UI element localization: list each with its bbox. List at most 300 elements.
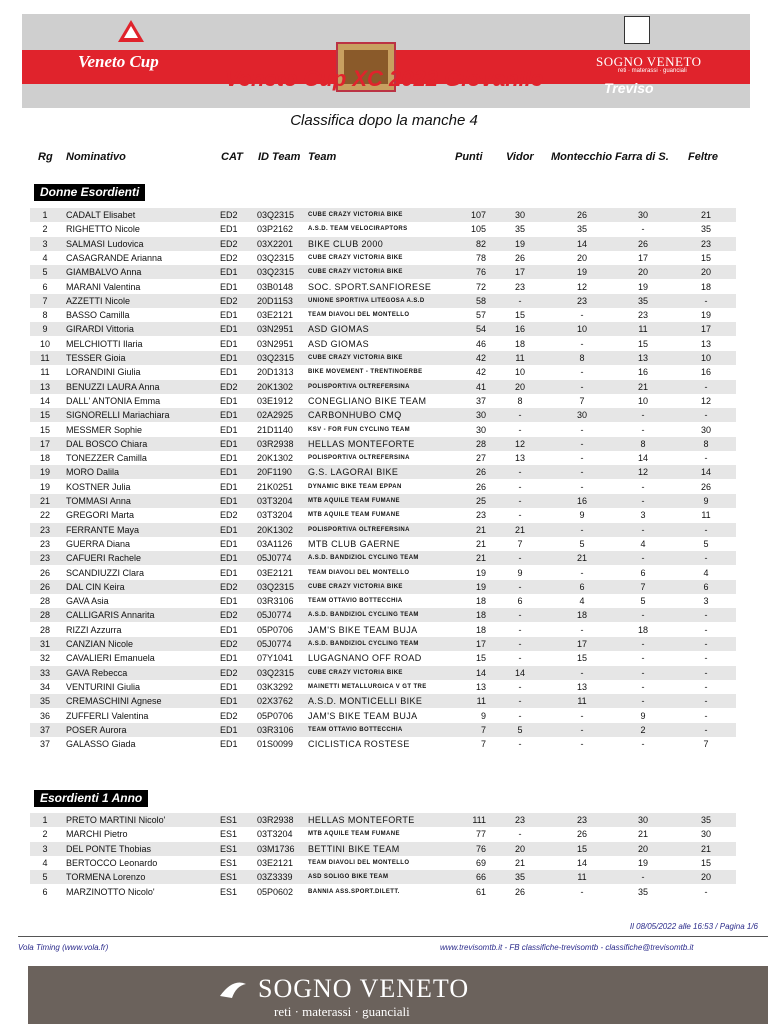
category-cell: ED1 — [220, 481, 238, 492]
name-cell: GIAMBALVO Anna — [66, 267, 142, 278]
table-row — [30, 423, 736, 437]
name-cell: POSER Aurora — [66, 724, 127, 735]
table-row — [30, 680, 736, 694]
points-cell: 30 — [475, 410, 486, 421]
points-cell: 21 — [475, 538, 486, 549]
vidor-cell: 14 — [514, 667, 525, 678]
category-cell: ED1 — [220, 453, 238, 464]
team-cell: TEAM DIAVOLI DEL MONTELLO — [308, 569, 410, 576]
points-cell: 42 — [475, 353, 486, 363]
montecchio-cell: - — [580, 739, 584, 750]
team-id-cell: 20K1302 — [257, 381, 294, 392]
name-cell: LORANDINI Giulia — [66, 367, 141, 378]
rank-cell: 15 — [39, 424, 50, 435]
category-cell: ED1 — [220, 467, 238, 478]
montecchio-cell: - — [580, 710, 584, 721]
team-id-cell: 03E2121 — [257, 567, 294, 578]
col-feltre: Feltre — [688, 151, 718, 163]
team-id-cell: 20D1153 — [257, 295, 293, 306]
feltre-cell: - — [704, 410, 708, 421]
montecchio-cell: 23 — [576, 815, 587, 825]
team-cell: ASD GIOMAS — [308, 338, 370, 349]
table-row — [30, 623, 736, 637]
category-cell: ED2 — [220, 710, 238, 721]
farra-cell: 30 — [637, 815, 648, 825]
category-cell: ED2 — [220, 210, 238, 220]
farra-cell: 2 — [640, 724, 646, 735]
montecchio-cell: - — [580, 667, 584, 678]
name-cell: GAVA Rebecca — [66, 667, 128, 678]
team-id-cell: 05J0774 — [257, 610, 292, 621]
page-info: Il 08/05/2022 alle 16:53 / Pagina 1/6 — [629, 922, 758, 931]
table-row — [30, 651, 736, 665]
category-cell: ES1 — [220, 829, 238, 840]
montecchio-cell: 11 — [577, 872, 587, 883]
team-id-cell: 05P0602 — [257, 886, 294, 897]
farra-cell: - — [641, 424, 645, 435]
team-cell: HELLAS MONTEFORTE — [308, 815, 415, 825]
feltre-cell: 15 — [700, 857, 711, 868]
name-cell: TORMENA Lorenzo — [66, 872, 146, 883]
category-cell: ED1 — [220, 224, 238, 235]
vidor-cell: - — [518, 739, 522, 750]
farra-cell: - — [641, 481, 645, 492]
page-title: Veneto Cup XC 2022 Giovanile — [224, 66, 544, 91]
montecchio-cell: - — [580, 310, 584, 321]
montecchio-cell: 30 — [576, 410, 587, 421]
category-cell: ED1 — [220, 424, 238, 435]
points-cell: 69 — [475, 857, 486, 868]
points-cell: 19 — [475, 567, 486, 578]
montecchio-cell: 5 — [579, 538, 585, 549]
rank-cell: 18 — [39, 453, 50, 464]
name-cell: MORO Dalila — [66, 467, 120, 478]
table-row — [30, 408, 736, 422]
points-cell: 30 — [475, 424, 486, 435]
vidor-cell: 6 — [517, 596, 523, 607]
team-id-cell: 03T3204 — [257, 829, 293, 840]
table-row — [30, 594, 736, 608]
category-cell: ED2 — [220, 295, 238, 306]
rank-cell: 35 — [39, 696, 50, 707]
name-cell: GUERRA Diana — [66, 538, 131, 549]
team-id-cell: 05J0774 — [257, 639, 292, 649]
points-cell: 18 — [475, 610, 486, 621]
name-cell: SCANDIUZZI Clara — [66, 567, 145, 578]
category-cell: ED1 — [220, 596, 238, 607]
team-cell: HELLAS MONTEFORTE — [308, 438, 415, 449]
team-cell: SOC. SPORT.SANFIORESE — [308, 281, 432, 292]
vidor-cell: 23 — [514, 281, 525, 292]
name-cell: BERTOCCO Leonardo — [66, 857, 158, 868]
team-id-cell: 21D1140 — [257, 424, 293, 435]
team-id-cell: 03E2121 — [257, 857, 294, 868]
category-cell: ED1 — [220, 567, 238, 578]
montecchio-cell: 15 — [576, 843, 587, 854]
vidor-cell: 18 — [514, 338, 525, 349]
rank-cell: 37 — [39, 739, 50, 750]
team-cell: G.S. LAGORAI BIKE — [308, 467, 399, 478]
team-id-cell: 02X3762 — [257, 696, 294, 707]
col-vidor: Vidor — [506, 151, 534, 163]
team-id-cell: 21K0251 — [257, 481, 294, 492]
category-cell: ED1 — [220, 524, 238, 535]
vidor-cell: - — [518, 510, 522, 521]
bottom-banner-tag: reti · materassi · guanciali — [274, 1004, 410, 1019]
col-montecchio: Montecchio — [551, 151, 613, 163]
name-cell: MELCHIOTTI Ilaria — [66, 338, 143, 349]
rank-cell: 23 — [39, 538, 50, 549]
montecchio-cell: 12 — [576, 281, 587, 292]
montecchio-cell: 8 — [579, 353, 585, 363]
points-cell: 7 — [480, 739, 486, 750]
farra-cell: 21 — [637, 829, 648, 840]
team-id-cell: 03R3106 — [257, 596, 294, 607]
team-id-cell: 03B0148 — [257, 281, 294, 292]
montecchio-cell: 20 — [576, 252, 587, 263]
vidor-cell: - — [518, 481, 522, 492]
rank-cell: 21 — [39, 496, 50, 506]
category-cell: ED1 — [220, 324, 238, 335]
vidor-cell: 12 — [514, 438, 525, 449]
points-cell: 27 — [475, 453, 486, 464]
category-cell: ES1 — [220, 886, 238, 897]
table-row — [30, 437, 736, 451]
farra-cell: 10 — [637, 395, 648, 406]
team-id-cell: 03T3204 — [257, 510, 293, 521]
team-id-cell: 05J0774 — [257, 553, 292, 564]
montecchio-cell: - — [580, 338, 584, 349]
rank-cell: 19 — [39, 481, 50, 492]
feltre-cell: 21 — [700, 843, 711, 854]
table-row — [30, 508, 736, 522]
name-cell: CREMASCHINI Agnese — [66, 696, 162, 707]
name-cell: SALMASI Ludovica — [66, 238, 144, 249]
farra-cell: - — [641, 653, 645, 664]
rank-cell: 3 — [42, 843, 48, 854]
table-row — [30, 537, 736, 551]
montecchio-cell: - — [580, 381, 584, 392]
farra-cell: - — [641, 872, 645, 883]
vidor-cell: 26 — [514, 252, 525, 263]
montecchio-cell: 26 — [576, 210, 587, 220]
montecchio-cell: - — [580, 453, 584, 464]
feltre-cell: 8 — [703, 438, 709, 449]
team-cell: POLISPORTIVA OLTREFERSINA — [308, 383, 410, 390]
points-cell: 77 — [475, 829, 486, 840]
table-row — [30, 308, 736, 322]
feltre-cell: 30 — [700, 829, 711, 840]
points-cell: 19 — [475, 581, 486, 592]
rank-cell: 13 — [39, 381, 50, 392]
montecchio-cell: - — [580, 567, 584, 578]
rank-cell: 6 — [42, 281, 48, 292]
montecchio-cell: 4 — [579, 596, 585, 607]
team-cell: A.S.D. MONTICELLI BIKE — [308, 696, 423, 707]
team-id-cell: 03X2201 — [257, 238, 294, 249]
farra-cell: 9 — [640, 710, 646, 721]
points-cell: 7 — [480, 724, 486, 735]
vidor-cell: 23 — [514, 815, 525, 825]
farra-cell: 6 — [640, 567, 646, 578]
feltre-cell: - — [704, 653, 708, 664]
vidor-cell: 20 — [514, 381, 525, 392]
name-cell: DAL CIN Keira — [66, 581, 125, 592]
team-id-cell: 05P0706 — [257, 624, 294, 635]
table-row — [30, 280, 736, 294]
name-cell: ZUFFERLI Valentina — [66, 710, 149, 721]
team-cell: POLISPORTIVA OLTREFERSINA — [308, 526, 410, 533]
points-cell: 76 — [475, 267, 486, 278]
table-row — [30, 337, 736, 351]
category-cell: ED1 — [220, 267, 238, 278]
name-cell: BASSO Camilla — [66, 310, 130, 321]
col-rg: Rg — [38, 151, 53, 163]
montecchio-cell: 26 — [576, 829, 587, 840]
points-cell: 18 — [475, 596, 486, 607]
category-cell: ED2 — [220, 252, 238, 263]
team-id-cell: 03R2938 — [257, 438, 294, 449]
points-cell: 107 — [470, 210, 486, 220]
team-cell: A.S.D. BANDIZIOL CYCLING TEAM — [308, 641, 419, 647]
name-cell: PRETO MARTINI Nicolo' — [66, 815, 166, 825]
rank-cell: 32 — [39, 653, 50, 664]
category-cell: ED2 — [220, 639, 238, 649]
team-cell: TEAM OTTAVIO BOTTECCHIA — [308, 598, 403, 605]
checkered-emblem-icon — [624, 16, 650, 44]
vidor-cell: - — [518, 553, 522, 564]
table-row — [30, 637, 736, 651]
table-row — [30, 885, 736, 899]
team-cell: MAINETTI METALLURGICA V GT TRE — [308, 683, 427, 690]
vidor-cell: - — [518, 424, 522, 435]
farra-cell: - — [641, 739, 645, 750]
team-cell: CUBE CRAZY VICTORIA BIKE — [308, 583, 403, 590]
name-cell: CAVALIERI Emanuela — [66, 653, 155, 664]
category-cell: ED2 — [220, 381, 238, 392]
points-cell: 111 — [472, 815, 486, 825]
col-id-team: ID Team — [258, 151, 301, 163]
category-cell: ED1 — [220, 353, 238, 363]
montecchio-cell: 14 — [576, 857, 587, 868]
rank-cell: 11 — [40, 367, 50, 378]
bottom-banner-brand: SOGNO VENETO — [258, 974, 470, 1003]
category-cell: ED1 — [220, 367, 238, 378]
sogno-veneto-logo-icon — [218, 976, 248, 1006]
team-cell: TEAM OTTAVIO BOTTECCHIA — [308, 726, 403, 733]
points-cell: 9 — [480, 710, 486, 721]
team-cell: CUBE CRAZY VICTORIA BIKE — [308, 269, 403, 276]
table-row — [30, 580, 736, 594]
name-cell: RIGHETTO Nicole — [66, 224, 140, 235]
team-cell: KSV - FOR FUN CYCLING TEAM — [308, 426, 411, 433]
points-cell: 78 — [475, 252, 486, 263]
name-cell: DEL PONTE Thobias — [66, 843, 152, 854]
rank-cell: 28 — [39, 596, 50, 607]
table-row — [30, 380, 736, 394]
points-cell: 21 — [475, 524, 486, 535]
rank-cell: 23 — [39, 553, 50, 564]
name-cell: BENUZZI LAURA Anna — [66, 381, 160, 392]
feltre-cell: - — [704, 639, 708, 649]
vidor-cell: - — [518, 624, 522, 635]
farra-cell: 20 — [637, 843, 648, 854]
team-id-cell: 20D1313 — [257, 367, 294, 378]
team-cell: CONEGLIANO BIKE TEAM — [308, 395, 427, 406]
farra-cell: - — [641, 610, 645, 621]
feltre-cell: 19 — [700, 310, 711, 321]
farra-cell: - — [641, 553, 645, 564]
vidor-cell: 9 — [517, 567, 523, 578]
vidor-cell: 35 — [514, 224, 525, 235]
team-cell: MTB AQUILE TEAM FUMANE — [308, 831, 400, 838]
veneto-cup-logo-text: Veneto Cup — [78, 52, 159, 71]
team-cell: POLISPORTIVA OLTREFERSINA — [308, 455, 410, 462]
rank-cell: 17 — [39, 438, 50, 449]
table-row — [30, 394, 736, 408]
team-cell: BIKE MOVEMENT - TRENTINOERBE — [308, 369, 423, 376]
name-cell: CADALT Elisabet — [66, 210, 136, 220]
points-cell: 26 — [475, 467, 486, 478]
col-cat: CAT — [221, 151, 243, 163]
montecchio-cell: - — [580, 524, 584, 535]
team-cell: CUBE CRAZY VICTORIA BIKE — [308, 669, 403, 676]
montecchio-cell: 7 — [579, 395, 585, 406]
team-cell: DYNAMIC BIKE TEAM EPPAN — [308, 483, 402, 490]
feltre-cell: 5 — [703, 538, 709, 549]
feltre-cell: - — [704, 524, 708, 535]
team-id-cell: 03R3106 — [257, 724, 294, 735]
team-id-cell: 20K1302 — [257, 524, 294, 535]
montecchio-cell: 16 — [576, 496, 587, 506]
rank-cell: 36 — [39, 710, 50, 721]
table-row — [30, 842, 736, 856]
farra-cell: - — [641, 681, 645, 692]
vidor-cell: - — [518, 496, 522, 506]
name-cell: VENTURINI Giulia — [66, 681, 141, 692]
mountain-logo-icon — [118, 20, 144, 42]
montecchio-cell: - — [580, 886, 584, 897]
montecchio-cell: - — [580, 424, 584, 435]
points-cell: 41 — [475, 381, 486, 392]
points-cell: 72 — [475, 281, 486, 292]
points-cell: 46 — [475, 338, 486, 349]
vidor-cell: - — [518, 681, 522, 692]
feltre-cell: 20 — [700, 872, 711, 883]
feltre-cell: - — [704, 453, 708, 464]
vidor-cell: 7 — [517, 538, 523, 549]
category-cell: ED1 — [220, 653, 238, 664]
feltre-cell: - — [704, 681, 708, 692]
feltre-cell: - — [704, 667, 708, 678]
rank-cell: 28 — [39, 610, 50, 621]
category-cell: ED2 — [220, 581, 238, 592]
rank-cell: 37 — [39, 724, 50, 735]
team-cell: BETTINI BIKE TEAM — [308, 843, 400, 854]
name-cell: KOSTNER Julia — [66, 481, 131, 492]
feltre-cell: 7 — [703, 739, 709, 750]
montecchio-cell: 23 — [576, 295, 587, 306]
table-row — [30, 856, 736, 870]
col-team: Team — [308, 151, 337, 163]
team-cell: A.S.D. BANDIZIOL CYCLING TEAM — [308, 612, 419, 619]
farra-cell: 12 — [637, 467, 648, 478]
category-cell: ES1 — [220, 843, 238, 854]
vidor-cell: 13 — [514, 453, 525, 464]
category-cell: ES1 — [220, 872, 238, 883]
vidor-cell: 35 — [514, 872, 525, 883]
feltre-cell: 20 — [700, 267, 711, 278]
vidor-cell: 17 — [514, 267, 525, 278]
points-cell: 37 — [475, 395, 486, 406]
team-cell: BANNIA ASS.SPORT.DILETT. — [308, 888, 400, 895]
farra-cell: 23 — [637, 310, 648, 321]
feltre-cell: - — [704, 295, 708, 306]
feltre-cell: - — [704, 886, 708, 897]
farra-cell: 26 — [637, 238, 648, 249]
team-id-cell: 02A2925 — [257, 410, 294, 421]
farra-cell: 35 — [637, 886, 648, 897]
montecchio-cell: 10 — [576, 324, 587, 335]
vidor-cell: 21 — [514, 857, 525, 868]
team-id-cell: 03E2121 — [257, 310, 294, 321]
feltre-cell: 13 — [700, 338, 711, 349]
vidor-cell: - — [518, 410, 522, 421]
vidor-cell: - — [518, 581, 522, 592]
category-cell: ED1 — [220, 624, 238, 635]
table-row — [30, 523, 736, 537]
feltre-cell: - — [704, 724, 708, 735]
vidor-cell: - — [518, 639, 522, 649]
table-row — [30, 827, 736, 841]
feltre-cell: - — [704, 553, 708, 564]
points-cell: 13 — [475, 681, 486, 692]
table-row — [30, 237, 736, 251]
farra-cell: - — [641, 410, 645, 421]
farra-cell: - — [641, 639, 645, 649]
table-row — [30, 465, 736, 479]
feltre-cell: 16 — [700, 367, 711, 378]
name-cell: CANZIAN Nicole — [66, 639, 134, 649]
points-cell: 25 — [475, 496, 486, 506]
rank-cell: 5 — [42, 872, 48, 883]
montecchio-cell: - — [580, 624, 584, 635]
vidor-cell: - — [518, 696, 522, 707]
rank-cell: 2 — [42, 829, 48, 840]
farra-cell: 14 — [637, 453, 648, 464]
name-cell: TESSER Gioia — [66, 353, 126, 363]
team-cell: BIKE CLUB 2000 — [308, 238, 384, 249]
team-id-cell: 03Q2315 — [257, 210, 295, 220]
name-cell: MESSMER Sophie — [66, 424, 143, 435]
rank-cell: 34 — [39, 681, 50, 692]
name-cell: DALL' ANTONIA Emma — [66, 395, 161, 406]
table-row — [30, 322, 736, 336]
table-row — [30, 813, 736, 827]
category-cell: ED1 — [220, 538, 238, 549]
rank-cell: 26 — [39, 581, 50, 592]
rank-cell: 1 — [42, 815, 48, 825]
team-cell: TEAM DIAVOLI DEL MONTELLO — [308, 859, 410, 866]
montecchio-cell: 9 — [579, 510, 585, 521]
team-id-cell: 03Z3339 — [257, 872, 293, 883]
name-cell: MARCHI Pietro — [66, 829, 128, 840]
treviso-logo-text: Treviso — [604, 80, 654, 96]
feltre-cell: 12 — [700, 395, 711, 406]
table-row — [30, 494, 736, 508]
name-cell: RIZZI Azzurra — [66, 624, 122, 635]
feltre-cell: 21 — [700, 210, 711, 220]
